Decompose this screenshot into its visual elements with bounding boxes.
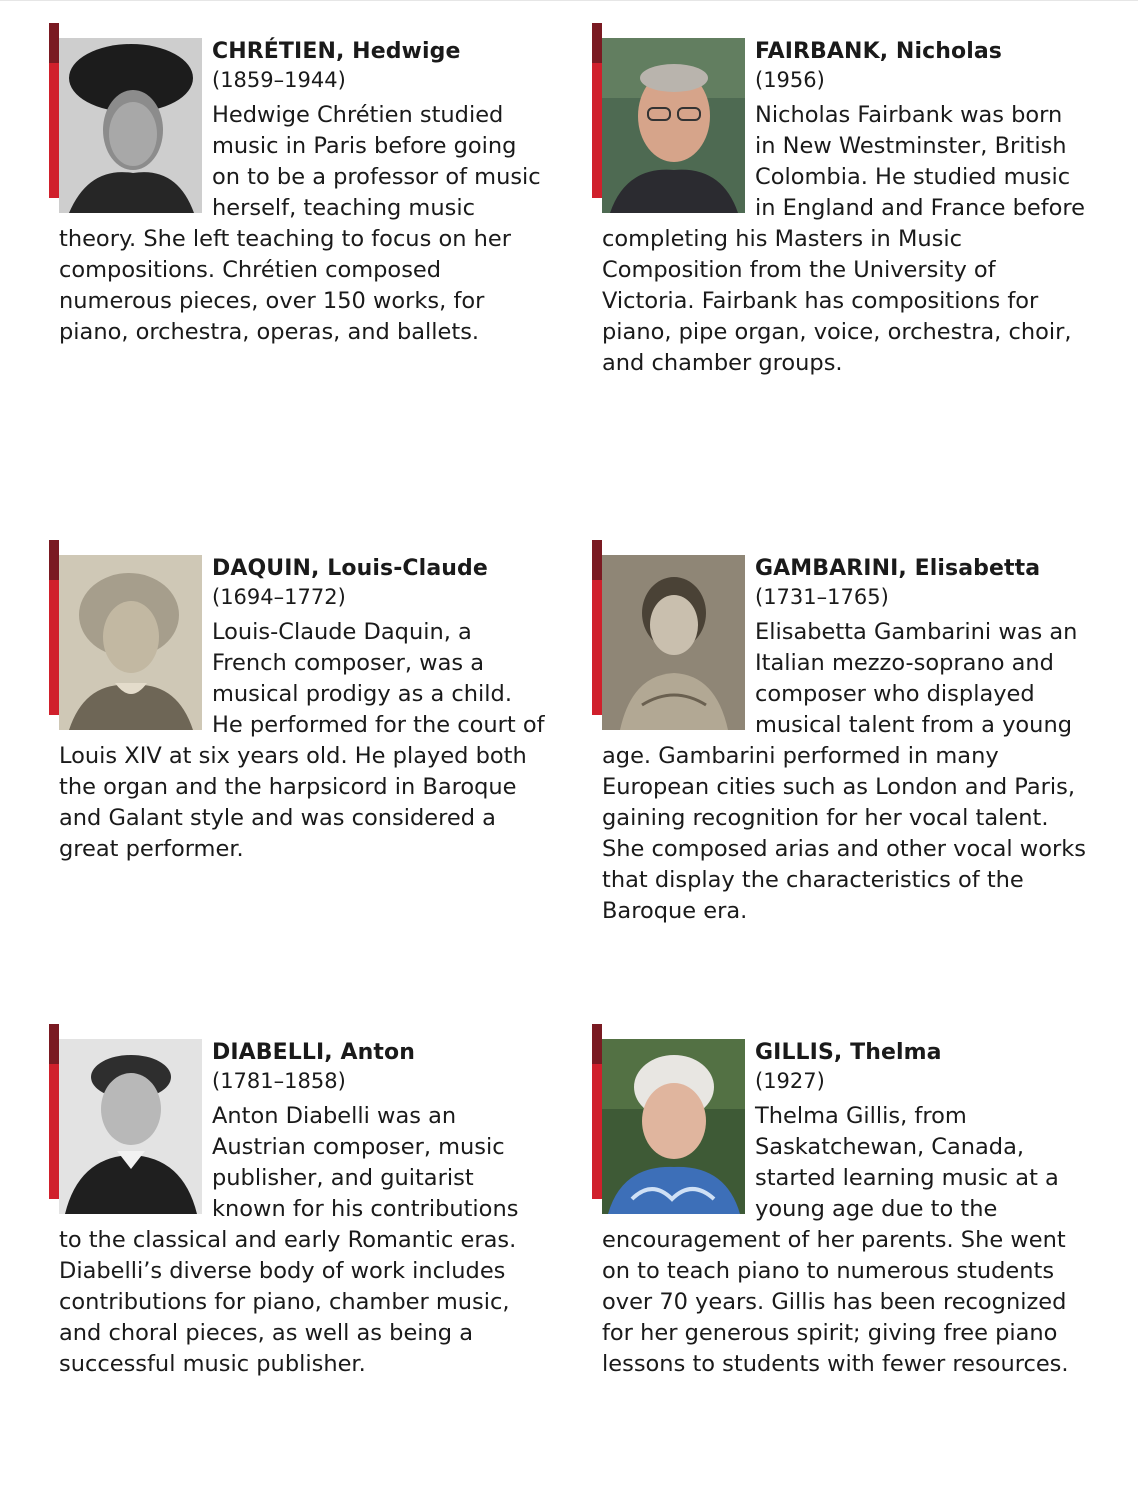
portrait-photo-fairbank (602, 38, 745, 213)
page-top-rule (0, 0, 1138, 1)
accent-bar-dark (592, 1024, 602, 1064)
composer-name: DIABELLI, Anton (212, 1040, 415, 1065)
composer-bio: Hedwige Chrétien studied music in Paris before going on to be a professor of music herself, teaching music theory. She left teaching to focus on her compositions. Chrétien composed numerous pieces, over 150 works, for piano, orchestra, operas, and ballets. (59, 102, 541, 345)
composer-name: GAMBARINI, Elisabetta (755, 556, 1041, 581)
composer-bio: Nicholas Fairbank was born in New Westminster, British Colombia. He studied music in England and France before completing his Masters in Music Composition from the University of Victoria. Fairbank has compositions for piano, pipe organ, voice, orchestra, choir, and chamber groups. (602, 102, 1086, 376)
accent-bar-red (592, 1064, 602, 1199)
portrait-engraving-daquin (59, 555, 202, 730)
portrait-photo-gillis (602, 1039, 745, 1214)
composer-name: CHRÉTIEN, Hedwige (212, 39, 461, 64)
composer-bio: Louis-Claude Daquin, a French composer, was a musical prodigy as a child. He performed for the court of Louis XIV at six years old. He played both the organ and the harpsicord in Baroque and Galant style and was considered a great performer. (59, 619, 545, 862)
composer-entry-gillis (602, 1039, 1088, 1380)
accent-bar-dark (592, 23, 602, 63)
composer-name: GILLIS, Thelma (755, 1040, 942, 1065)
accent-bar-dark (49, 23, 59, 63)
portrait-engraving-gambarini (602, 555, 745, 730)
composer-dates: (1859–1944) (212, 68, 346, 92)
accent-bar-red (49, 1064, 59, 1199)
accent-bar-dark (49, 540, 59, 580)
composer-dates: (1927) (755, 1069, 825, 1093)
composer-bio: Elisabetta Gambarini was an Italian mezzo-soprano and composer who displayed musical talent from a young age. Gambarini performed in many European cities such as London and Paris, gaining recognition for her vocal talent. She composed arias and other vocal works that display the characteristics of the Baroque era. (602, 619, 1086, 924)
accent-bar-red (592, 63, 602, 198)
accent-bar-dark (49, 1024, 59, 1064)
accent-bar-red (49, 580, 59, 715)
composer-entry-chretien (59, 38, 545, 348)
composer-dates: (1731–1765) (755, 585, 889, 609)
composer-dates: (1694–1772) (212, 585, 346, 609)
composer-bio: Thelma Gillis, from Saskatchewan, Canada, started learning music at a young age due to the encouragement of her parents. She went on to teach piano to numerous students over 70 years. Gillis has been recognized for her generous spirit; giving free piano lessons to students with fewer resources. (602, 1103, 1069, 1377)
composer-name: DAQUIN, Louis-Claude (212, 556, 488, 581)
composer-dates: (1781–1858) (212, 1069, 346, 1093)
accent-bar-red (592, 580, 602, 715)
composer-entry-fairbank (602, 38, 1088, 379)
composer-entry-gambarini (602, 555, 1088, 927)
composer-entry-diabelli (59, 1039, 545, 1380)
composer-entry-daquin (59, 555, 545, 865)
composer-dates: (1956) (755, 68, 825, 92)
portrait-photo-chretien (59, 38, 202, 213)
composer-bio: Anton Diabelli was an Austrian composer, music publisher, and guitarist known for his contributions to the classical and early Romantic eras. Diabelli’s diverse body of work includes contributions for piano, chamber music, and choral pieces, as well as being a successful music publisher. (59, 1103, 519, 1377)
accent-bar-dark (592, 540, 602, 580)
composer-name: FAIRBANK, Nicholas (755, 39, 1002, 64)
portrait-engraving-diabelli (59, 1039, 202, 1214)
accent-bar-red (49, 63, 59, 198)
